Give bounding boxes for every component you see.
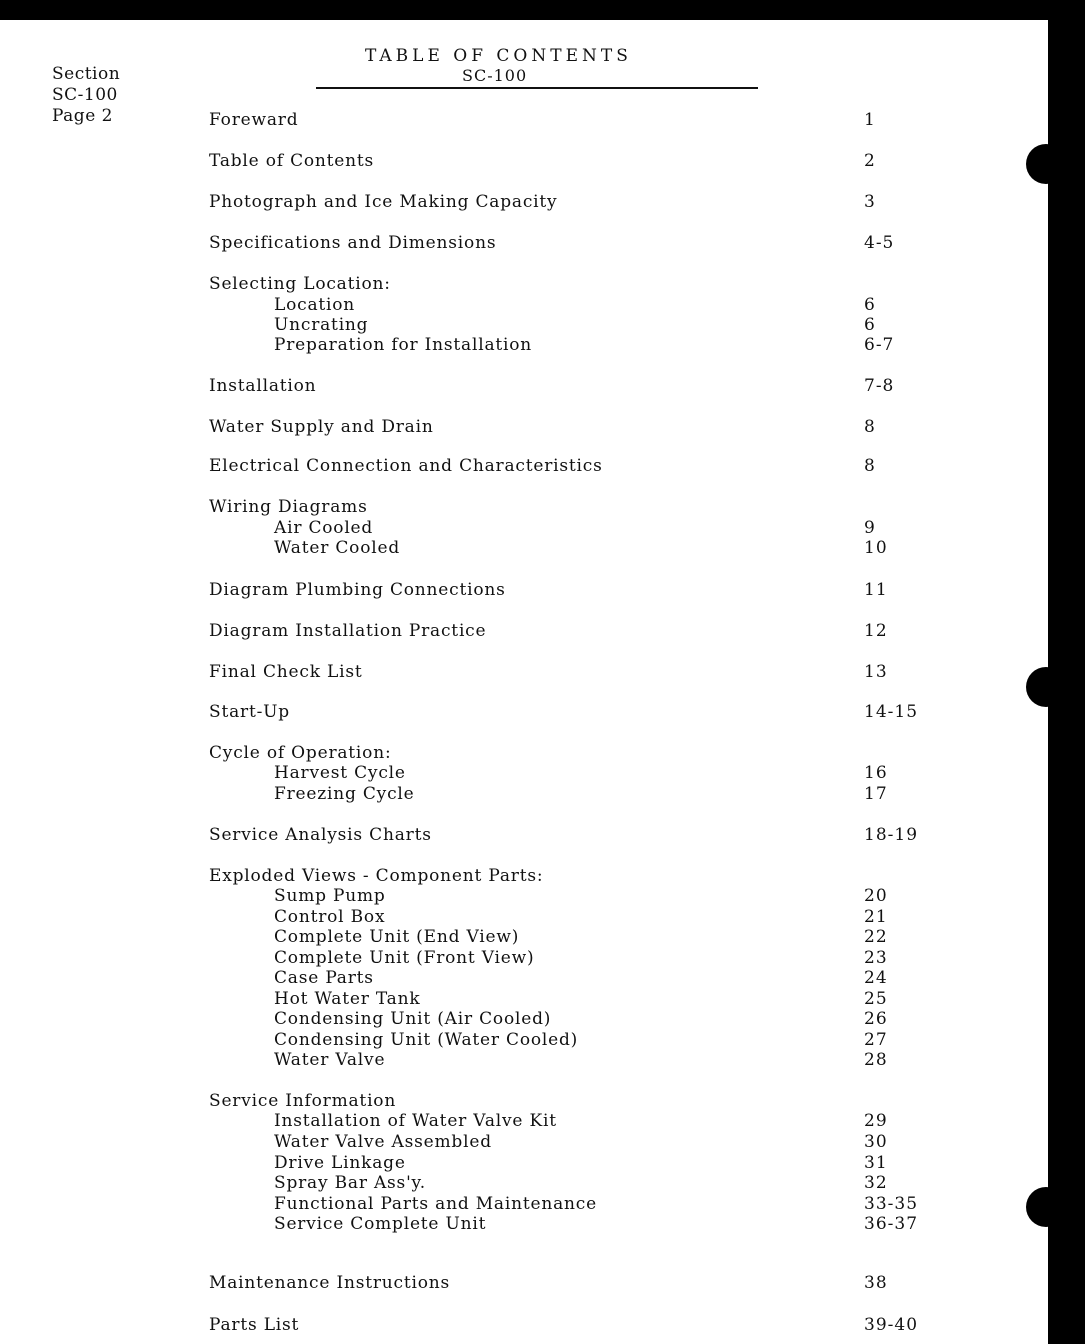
toc-entry-label: Electrical Connection and Characteristics — [209, 456, 603, 476]
toc-entry-page: 7-8 — [864, 376, 895, 396]
toc-subentry-label: Functional Parts and Maintenance — [274, 1194, 597, 1214]
toc-subentry-label: Water Valve — [274, 1050, 386, 1070]
toc-entry-page: 28 — [864, 1050, 888, 1070]
toc-entry-page: 25 — [864, 989, 888, 1009]
document-page — [0, 20, 1048, 1344]
toc-group-heading: Wiring Diagrams — [209, 497, 368, 517]
toc-entry-page: 29 — [864, 1111, 888, 1131]
toc-entry-page: 8 — [864, 456, 876, 476]
toc-entry-page: 20 — [864, 886, 888, 906]
toc-subentry-label: Case Parts — [274, 968, 374, 988]
toc-entry-label: Photograph and Ice Making Capacity — [209, 192, 558, 212]
toc-entry-page: 10 — [864, 538, 888, 558]
toc-entry-page: 13 — [864, 662, 888, 682]
toc-entry-page: 21 — [864, 907, 888, 927]
toc-entry-label: Foreward — [209, 110, 299, 130]
toc-entry-label: Final Check List — [209, 662, 363, 682]
toc-entry-page: 23 — [864, 948, 888, 968]
toc-subentry-label: Complete Unit (Front View) — [274, 948, 535, 968]
toc-subentry-label: Hot Water Tank — [274, 989, 421, 1009]
toc-subentry-label: Service Complete Unit — [274, 1214, 487, 1234]
toc-entry-page: 31 — [864, 1153, 888, 1173]
toc-entry-page: 26 — [864, 1009, 888, 1029]
toc-entry-page: 38 — [864, 1273, 888, 1293]
toc-entry-page: 17 — [864, 784, 888, 804]
toc-subentry-label: Drive Linkage — [274, 1153, 406, 1173]
binder-hole-bottom — [1026, 1187, 1066, 1227]
toc-subentry-label: Water Cooled — [274, 538, 401, 558]
toc-entry-label: Diagram Installation Practice — [209, 621, 487, 641]
toc-entry-page: 12 — [864, 621, 888, 641]
toc-group-heading: Selecting Location: — [209, 274, 391, 294]
toc-entry-page: 11 — [864, 580, 888, 600]
scan-top-border — [0, 0, 1085, 20]
toc-subentry-label: Spray Bar Ass'y. — [274, 1173, 426, 1193]
binder-hole-top — [1026, 144, 1066, 184]
section-header — [52, 64, 120, 127]
toc-subentry-label: Water Valve Assembled — [274, 1132, 492, 1152]
toc-entry-page: 6 — [864, 295, 876, 315]
binder-hole-middle — [1026, 667, 1066, 707]
page-label: Page 2 — [52, 106, 113, 126]
title-underline — [316, 87, 758, 89]
toc-entry-page: 16 — [864, 763, 888, 783]
toc-group-heading: Exploded Views - Component Parts: — [209, 866, 544, 886]
toc-subentry-label: Control Box — [274, 907, 386, 927]
page-title: TABLE OF CONTENTS — [365, 46, 632, 66]
toc-entry-page: 39-40 — [864, 1315, 919, 1335]
toc-subentry-label: Installation of Water Valve Kit — [274, 1111, 557, 1131]
toc-subentry-label: Air Cooled — [274, 518, 374, 538]
toc-group-heading: Service Information — [209, 1091, 397, 1111]
toc-entry-label: Service Analysis Charts — [209, 825, 432, 845]
toc-entry-page: 2 — [864, 151, 876, 171]
toc-entry-label: Parts List — [209, 1315, 300, 1335]
toc-entry-label: Diagram Plumbing Connections — [209, 580, 506, 600]
toc-entry-page: 4-5 — [864, 233, 895, 253]
toc-group-heading: Cycle of Operation: — [209, 743, 392, 763]
toc-entry-label: Table of Contents — [209, 151, 375, 171]
toc-subentry-label: Freezing Cycle — [274, 784, 415, 804]
toc-subentry-label: Sump Pump — [274, 886, 386, 906]
toc-entry-page: 14-15 — [864, 702, 919, 722]
toc-entry-label: Maintenance Instructions — [209, 1273, 451, 1293]
toc-entry-page: 1 — [864, 110, 876, 130]
toc-entry-page: 9 — [864, 518, 876, 538]
toc-entry-page: 27 — [864, 1030, 888, 1050]
page-subtitle: SC-100 — [462, 66, 528, 85]
toc-subentry-label: Condensing Unit (Air Cooled) — [274, 1009, 552, 1029]
toc-entry-label: Installation — [209, 376, 317, 396]
toc-entry-page: 33-35 — [864, 1194, 919, 1214]
toc-entry-page: 22 — [864, 927, 888, 947]
toc-entry-page: 18-19 — [864, 825, 919, 845]
toc-entry-page: 30 — [864, 1132, 888, 1152]
toc-entry-page: 32 — [864, 1173, 888, 1193]
toc-entry-page: 8 — [864, 417, 876, 437]
toc-entry-label: Water Supply and Drain — [209, 417, 434, 437]
section-code: SC-100 — [52, 85, 118, 105]
toc-entry-page: 24 — [864, 968, 888, 988]
toc-entry-label: Specifications and Dimensions — [209, 233, 497, 253]
toc-entry-label: Start-Up — [209, 702, 290, 722]
toc-entry-page: 6-7 — [864, 335, 895, 355]
toc-subentry-label: Harvest Cycle — [274, 763, 406, 783]
toc-entry-page: 36-37 — [864, 1214, 919, 1234]
toc-subentry-label: Complete Unit (End View) — [274, 927, 520, 947]
toc-subentry-label: Condensing Unit (Water Cooled) — [274, 1030, 579, 1050]
section-label: Section — [52, 64, 121, 84]
toc-subentry-label: Uncrating — [274, 315, 369, 335]
toc-entry-page: 3 — [864, 192, 876, 212]
toc-subentry-label: Preparation for Installation — [274, 335, 533, 355]
toc-entry-page: 6 — [864, 315, 876, 335]
toc-subentry-label: Location — [274, 295, 356, 315]
